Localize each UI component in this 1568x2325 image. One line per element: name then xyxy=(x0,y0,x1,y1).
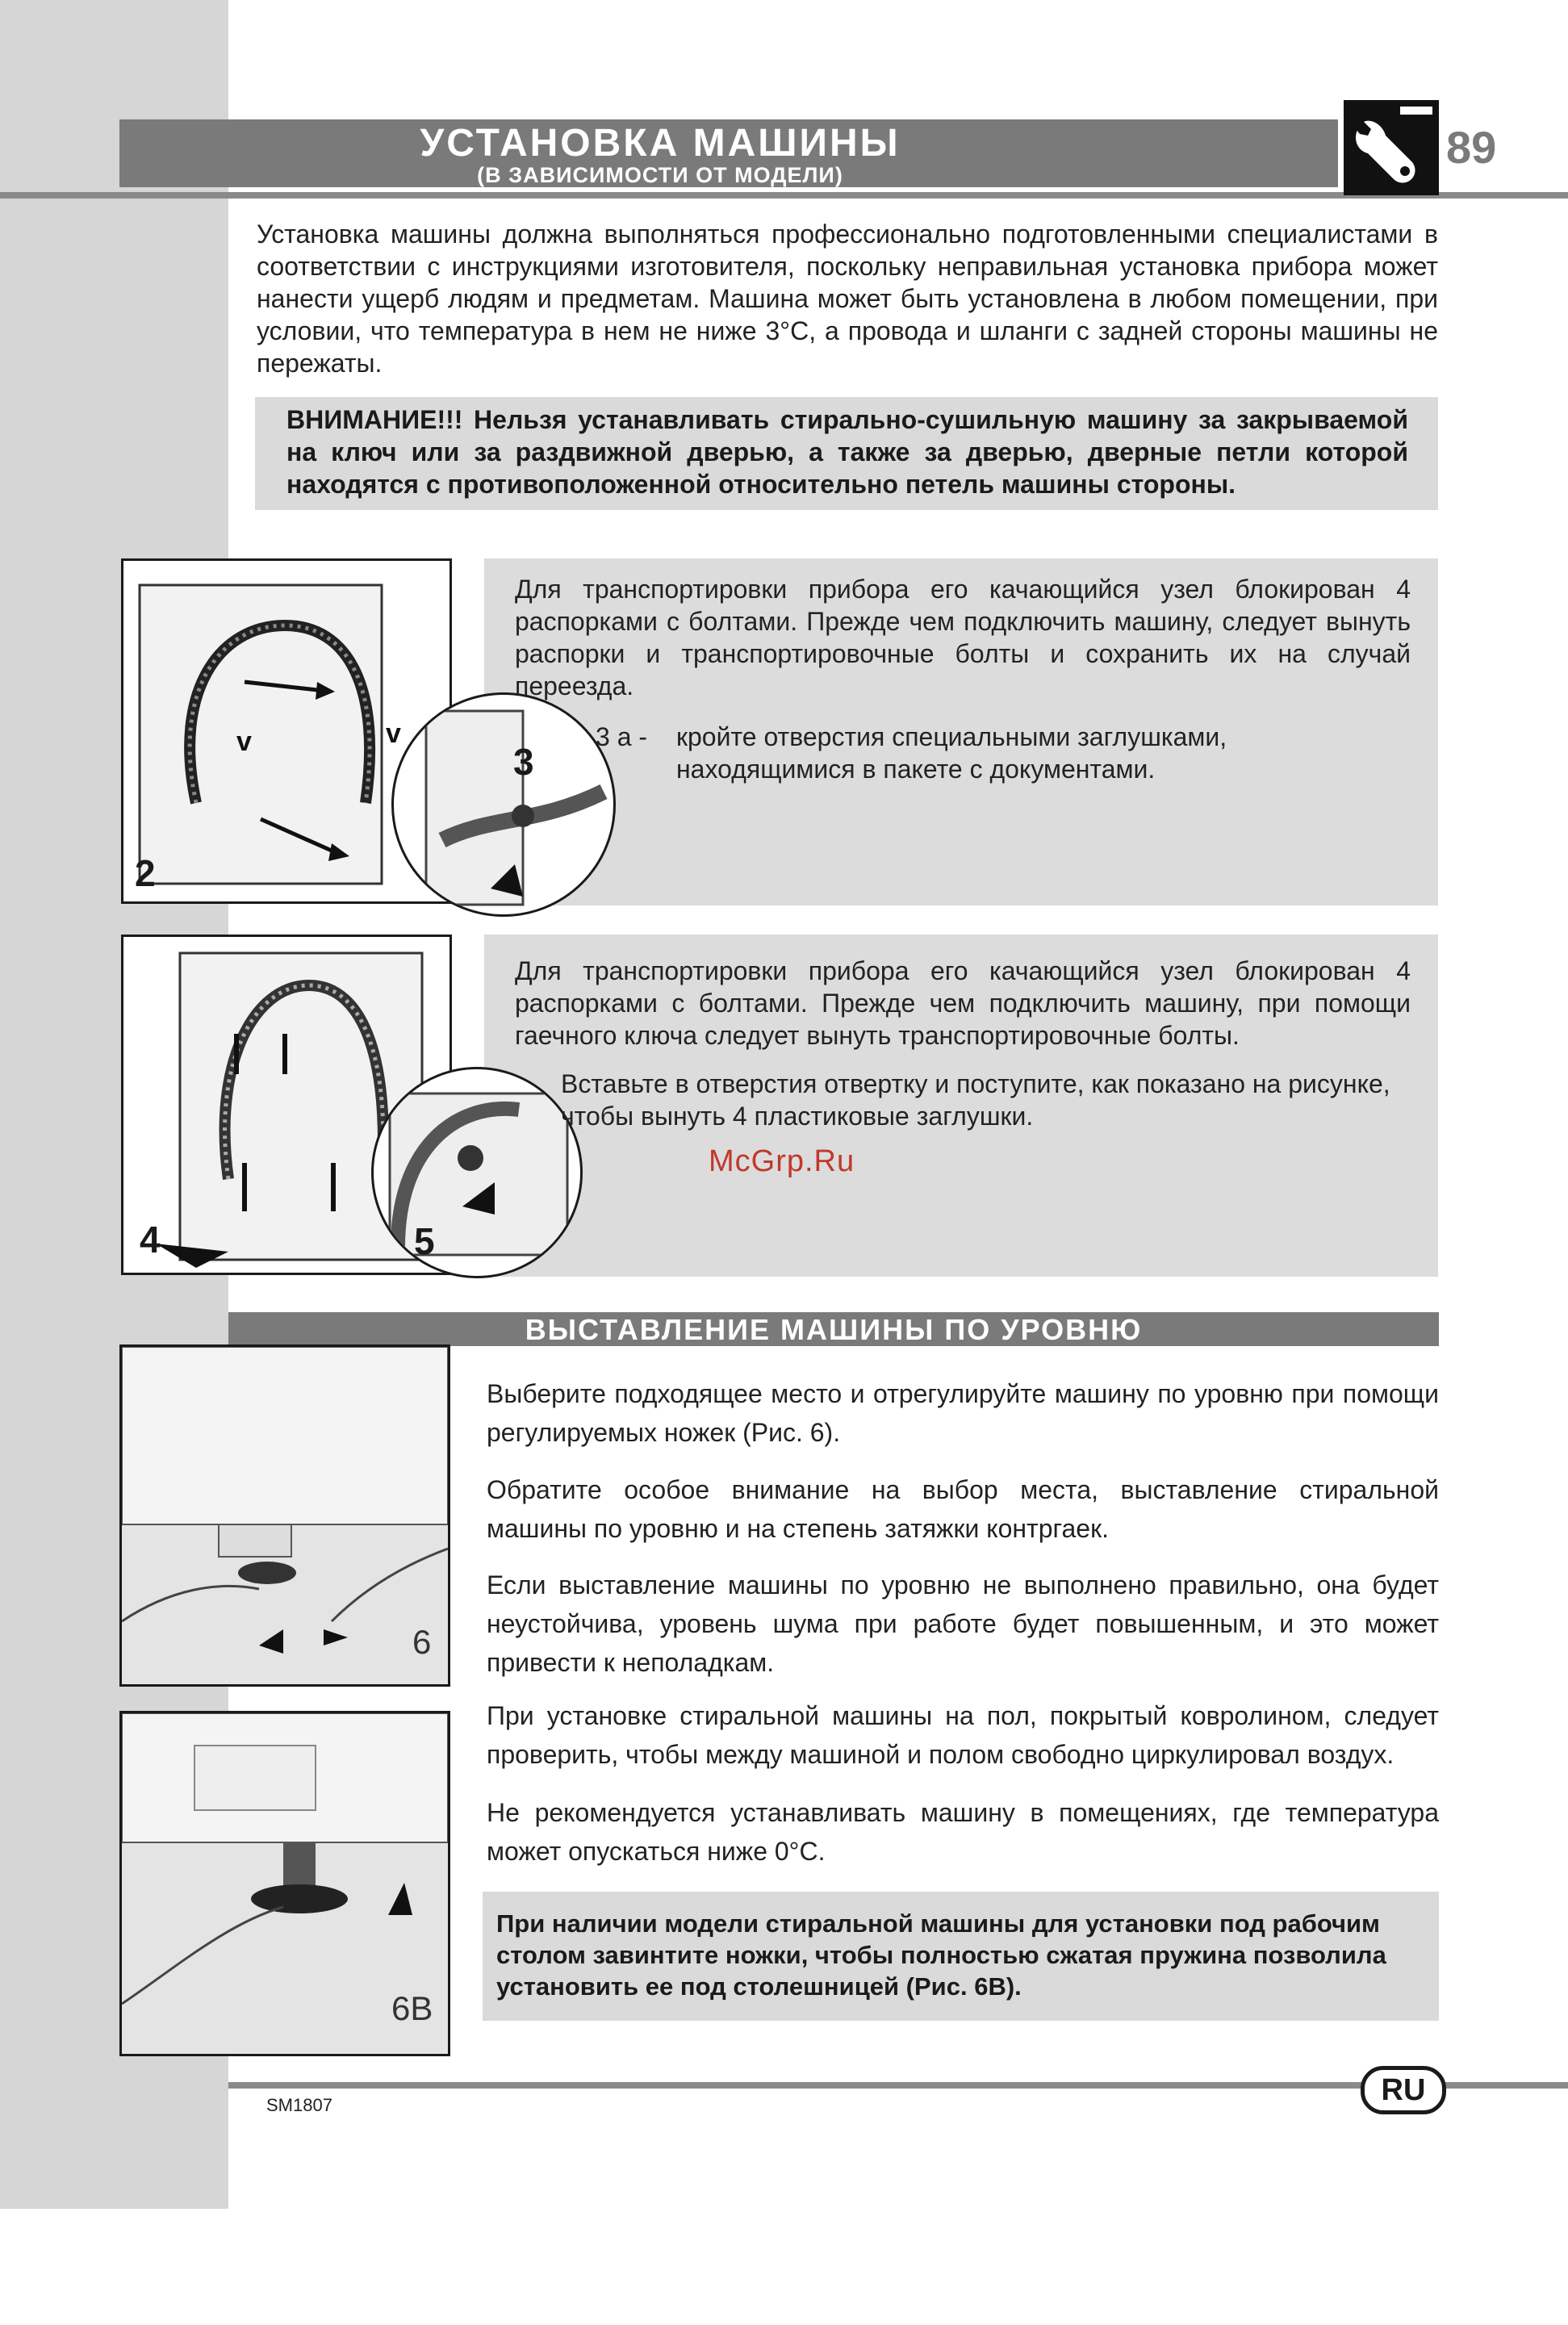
page-title: УСТАНОВКА МАШИНЫ xyxy=(420,122,901,165)
leveling-foot-illustration xyxy=(122,1347,448,1684)
transport-1-paragraph: Для транспортировки прибора его качающийся узел блокирован 4 распорками с болтами. Прежде чем подключить машину, следует вынуть распорки и транспортировочные болты и сохранить их на случай переезда. xyxy=(515,575,1411,700)
intro-paragraph: Установка машины должна выполняться профессионально подготовленными специалистами в соответствии с инструкциями изготовителя, поскольку неправильная установка прибора может нанести ущерб людям и предметам. Машина может быть установлена в любом помещении, при условии, что температура в нем не ниже 3°C, а провода и шланги с задней стороны машины не пережаты. xyxy=(257,220,1438,378)
leveling-paragraph-3: Если выставление машины по уровню не выполнено правильно, она будет неустойчива, уровень шума при работе будет повышенным, и это может привести к неполадкам. xyxy=(487,1570,1439,1677)
watermark-text: McGrp.Ru xyxy=(709,1144,855,1178)
leveling-note-text: При наличии модели стиральной машины для установки под рабочим столом завинтите ножки, чтобы полностью сжатая пружина позволила установить ее под столешницей (Рис. 6В). xyxy=(496,1909,1386,2001)
figure-6b xyxy=(119,1711,450,2056)
figure-4-label: 4 xyxy=(140,1219,161,1261)
wrench-icon xyxy=(1344,100,1439,195)
document-code: SM1807 xyxy=(266,2095,332,2115)
leveling-paragraph-2: Обратите особое внимание на выбор места, выставление стиральной машины по уровню и на степень затяжки контргаек. xyxy=(487,1475,1439,1543)
figure-3-inset xyxy=(391,692,616,917)
leveling-paragraph-5: Не рекомендуется устанавливать машину в помещениях, где температура может опускаться ниже 0°C. xyxy=(487,1798,1439,1866)
figure-6b-label: 6B xyxy=(391,1989,433,2027)
page-subtitle: (В ЗАВИСИМОСТИ ОТ МОДЕЛИ) xyxy=(477,163,843,187)
page-number: 89 xyxy=(1446,122,1497,173)
transport-1-step-text: кройте отверстия специальными заглушками, находящимися в пакете с документами. xyxy=(676,722,1227,784)
svg-text:v: v xyxy=(236,726,252,757)
svg-text:v: v xyxy=(386,718,401,749)
figure-5-label: 5 xyxy=(414,1220,435,1262)
leveling-paragraph-4: При установке стиральной машины на пол, покрытый ковролином, следует проверить, чтобы между машиной и полом свободно циркулировал воздух. xyxy=(487,1701,1439,1769)
transport-2-step-text: Вставьте в отверстия отвертку и поступите, как показано на рисунке, чтобы вынуть 4 пластиковые заглушки. xyxy=(561,1069,1390,1131)
transport-1-step-prefix: 3 а - xyxy=(596,722,648,751)
figure-3-label: 3 xyxy=(513,741,534,783)
leveling-paragraph-1: Выберите подходящее место и отрегулируйте машину по уровню при помощи регулируемых ножек (Рис. 6). xyxy=(487,1379,1439,1447)
language-badge: RU xyxy=(1361,2066,1446,2114)
warning-text: ВНИМАНИЕ!!! Нельзя устанавливать стирально-сушильную машину за закрываемой на ключ или за раздвижной дверью, а также за дверью, дверные петли которой находятся с противоположенной относительно петель машины стороны. xyxy=(286,405,1408,499)
transport-2-paragraph: Для транспортировки прибора его качающийся узел блокирован 4 распорками с болтами. Прежде чем подключить машину, при помощи гаечного ключа следует вынуть транспортировочные болты. xyxy=(515,956,1411,1050)
figure-6-label: 6 xyxy=(412,1623,432,1661)
leveling-section-title: ВЫСТАВЛЕНИЕ МАШИНЫ ПО УРОВНЮ xyxy=(525,1313,1143,1346)
figure-2-label: 2 xyxy=(135,852,156,894)
header-underline xyxy=(0,192,1568,199)
figure-6 xyxy=(119,1344,450,1687)
figure-5-inset xyxy=(371,1067,583,1278)
